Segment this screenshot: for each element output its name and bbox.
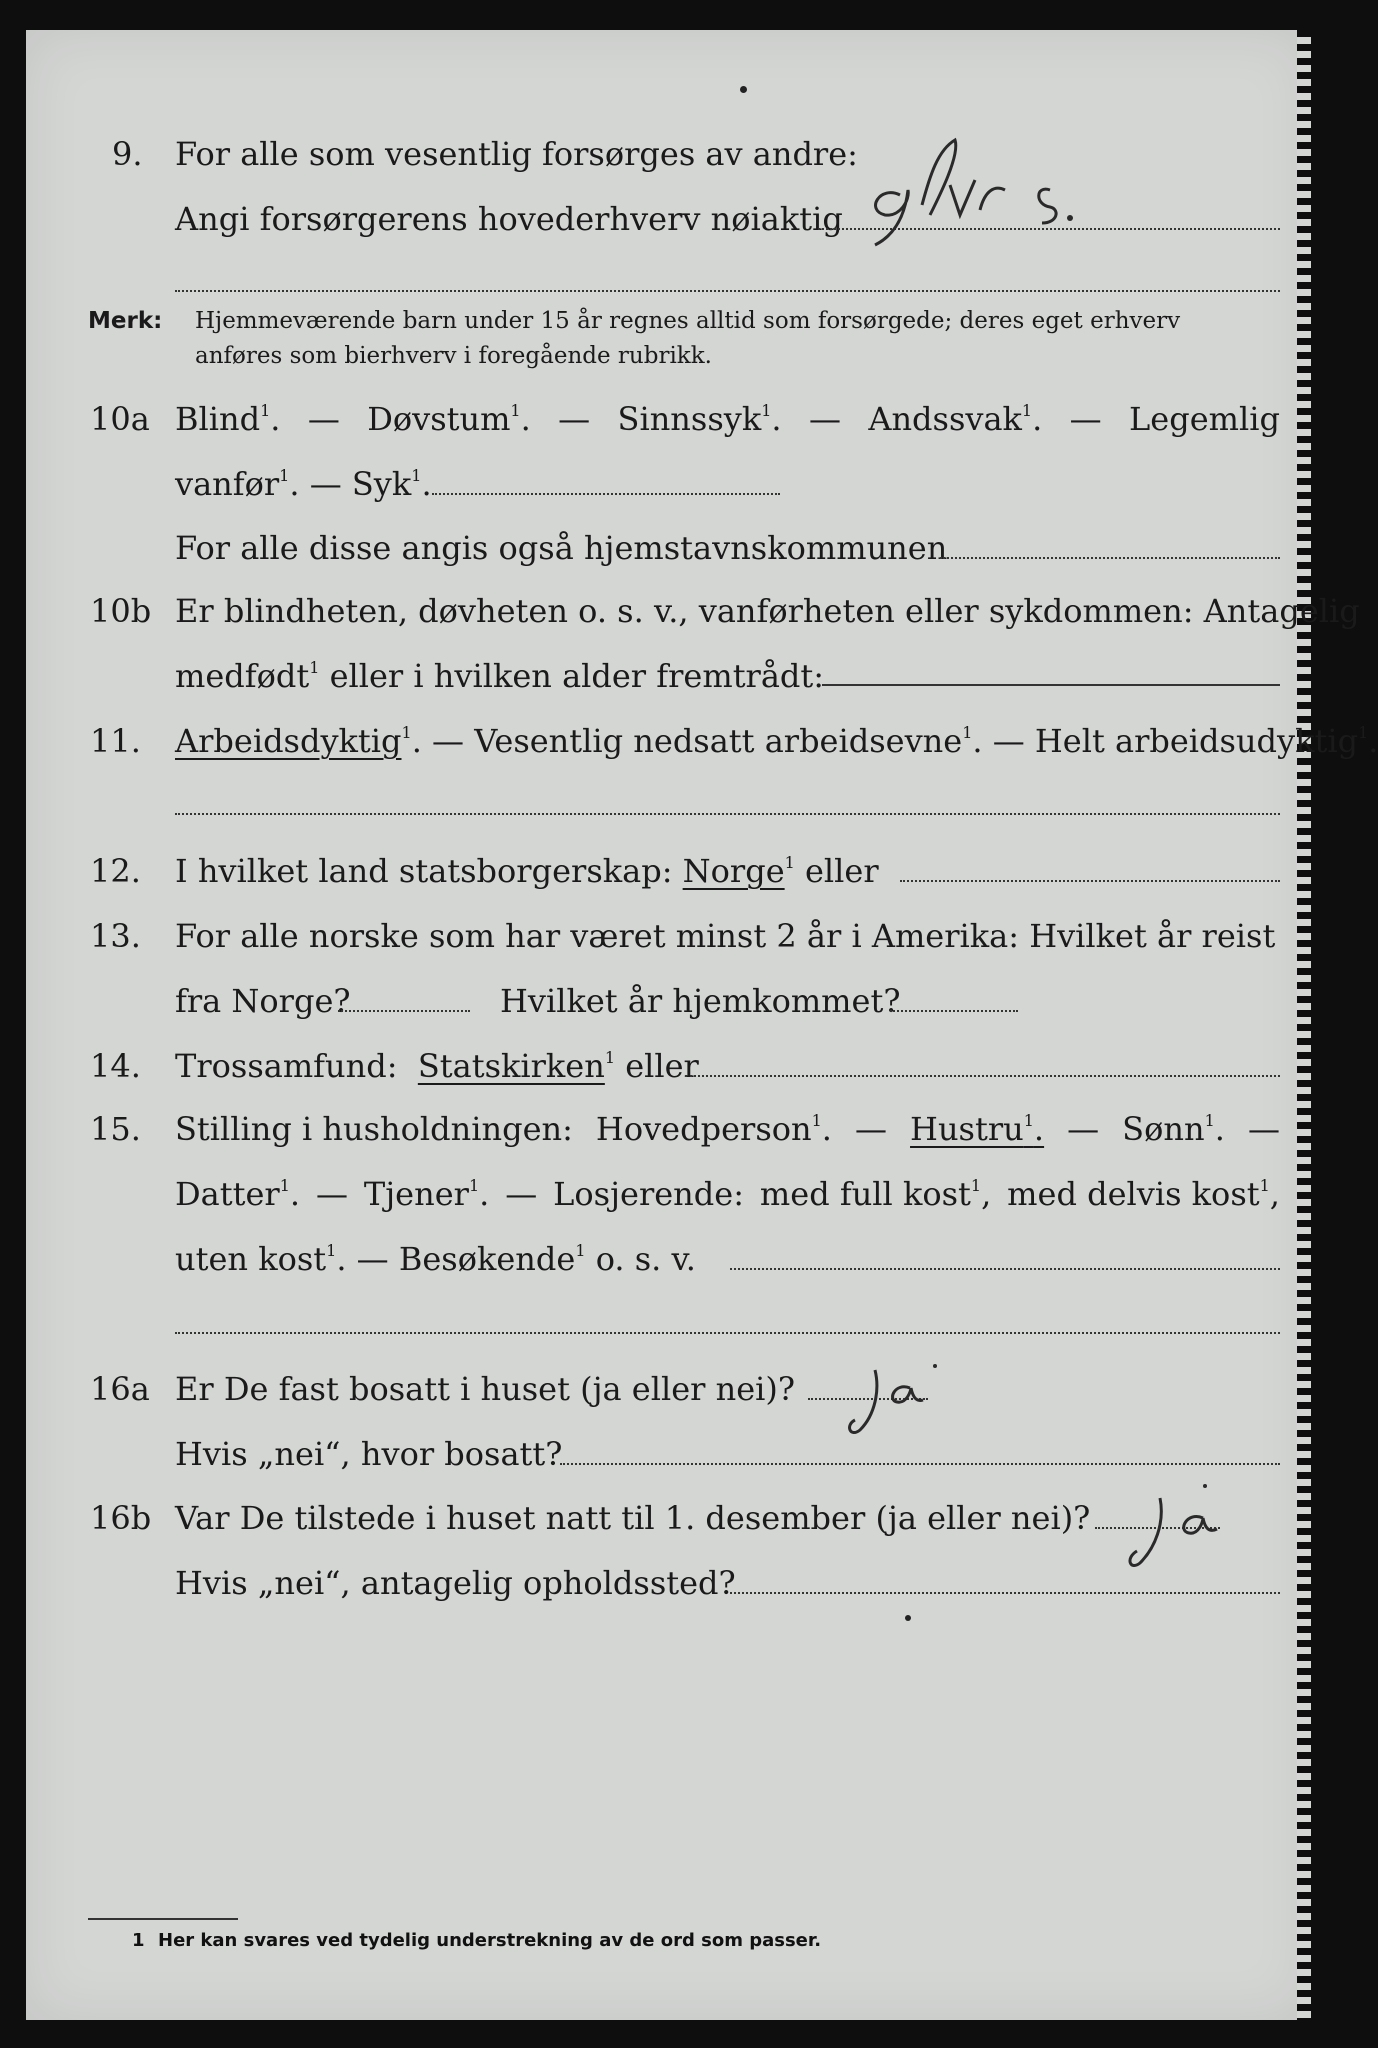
q16b-opholdssted-line[interactable] <box>730 1592 1280 1594</box>
opt-vanfor[interactable]: vanfør$^1$. <box>175 465 300 503</box>
q15-answer-line[interactable] <box>730 1268 1280 1270</box>
opt-medfodt[interactable]: medfødt$^1$ <box>175 657 320 695</box>
q15-second-line[interactable] <box>175 1332 1280 1334</box>
opt-besokende[interactable]: Besøkende$^1$ <box>398 1240 586 1278</box>
q10a-line1: Blind$^1$. — Døvstum$^1$. — Sinnssyk$^1$. — Andssvak$^1$. — Legemlig <box>175 400 1280 438</box>
q13-number: 13. <box>90 917 141 955</box>
opt-syk[interactable]: Syk$^1$. <box>351 465 432 503</box>
q9-line1: For alle som vesentlig forsørges av andre: <box>175 135 858 173</box>
q16a-handwritten-answer <box>835 1360 945 1440</box>
opt-arbeidsdyktig[interactable]: Arbeidsdyktig <box>175 722 402 760</box>
ink-dot-2 <box>905 1615 911 1621</box>
opt-sinnssyk[interactable]: Sinnssyk$^1$. <box>617 400 782 438</box>
opt-hovedperson[interactable]: Hovedperson$^1$. <box>595 1110 832 1148</box>
opt-med-full-kost[interactable]: med full kost$^1$, <box>759 1175 992 1213</box>
opt-norge[interactable]: Norge <box>682 852 785 890</box>
q16b-number: 16b <box>90 1499 152 1537</box>
q13-hjemkommet-line[interactable] <box>890 1010 1018 1012</box>
q9-handwritten-answer <box>860 135 1140 250</box>
q11-number: 11. <box>90 722 141 760</box>
q10b-line2: medfødt$^1$ eller i hvilken alder fremtrådt: <box>175 657 825 695</box>
q15-line1: Stilling i husholdningen: Hovedperson$^1$. — Hustru$^1$. — Sønn$^1$. — <box>175 1110 1280 1148</box>
q11-line: Arbeidsdyktig$^1$. — Vesentlig nedsatt arbeidsevne$^1$. — Helt arbeidsudyktig$^1$. <box>175 722 1378 760</box>
q11-second-line[interactable] <box>175 813 1280 815</box>
merk-label: Merk: <box>88 308 163 334</box>
opt-blind[interactable]: Blind$^1$. <box>175 400 281 438</box>
q12-line: I hvilket land statsborgerskap: Norge$^1$ eller <box>175 852 879 890</box>
opt-med-delvis-kost[interactable]: med delvis kost$^1$, <box>1007 1175 1280 1213</box>
q15-line3: uten kost$^1$. — Besøkende$^1$ o. s. v. <box>175 1240 696 1278</box>
q13-line1: For alle norske som har været minst 2 år i Amerika: Hvilket år reist <box>175 917 1276 955</box>
opt-andssvak[interactable]: Andssvak$^1$. <box>868 400 1043 438</box>
q16b-line1: Var De tilstede i huset natt til 1. desember (ja eller nei)? <box>175 1499 1091 1537</box>
q10b-line1: Er blindheten, døvheten o. s. v., vanførheten eller sykdommen: Antagelig <box>175 592 1360 630</box>
q12-answer-line[interactable] <box>900 880 1280 882</box>
q16b-handwritten-answer <box>1115 1483 1235 1573</box>
q10a-hjemstavn-line[interactable] <box>940 557 1280 559</box>
opt-tjener[interactable]: Tjener$^1$. <box>363 1175 490 1213</box>
q10a-number: 10a <box>90 400 150 438</box>
q10b-answer-line[interactable] <box>822 684 1280 686</box>
footnote-rule <box>88 1918 238 1920</box>
q13-part2: Hvilket år hjemkommet? <box>500 982 901 1020</box>
merk-line1: Hjemmeværende barn under 15 år regnes alltid som forsørgede; deres eget erhverv <box>195 308 1181 334</box>
footnote-mark: 1 <box>132 1930 145 1951</box>
footnote-text: Her kan svares ved tydelig understrekning av de ord som passer. <box>158 1930 822 1951</box>
opt-hustru[interactable]: Hustru$^1$. <box>910 1110 1045 1148</box>
opt-statskirken[interactable]: Statskirken <box>417 1047 605 1085</box>
opt-udyktig[interactable]: Helt arbeidsudyktig$^1$. <box>1034 722 1378 760</box>
opt-dovstum[interactable]: Døvstum$^1$. <box>367 400 531 438</box>
q9-line2: Angi forsørgerens hovederhverv nøiaktig <box>175 200 843 238</box>
merk-line2: anføres som bierhverv i foregående rubrikk. <box>195 343 712 369</box>
opt-nedsatt[interactable]: Vesentlig nedsatt arbeidsevne$^1$. <box>474 722 983 760</box>
opt-datter[interactable]: Datter$^1$. <box>175 1175 301 1213</box>
opt-legemlig[interactable]: Legemlig <box>1129 400 1280 438</box>
q14-answer-line[interactable] <box>685 1075 1280 1077</box>
q14-number: 14. <box>90 1047 141 1085</box>
q13-part1: fra Norge? <box>175 982 351 1020</box>
q10a-line3: For alle disse angis også hjemstavnskommunen <box>175 529 948 567</box>
q12-number: 12. <box>90 852 141 890</box>
opt-uten-kost[interactable]: uten kost$^1$. <box>175 1240 347 1278</box>
q14-line: Trossamfund: Statskirken$^1$ eller <box>175 1047 699 1085</box>
q10b-number: 10b <box>90 592 152 630</box>
opt-sonn[interactable]: Sønn$^1$. <box>1122 1110 1225 1148</box>
q16a-number: 16a <box>90 1370 150 1408</box>
q9-number: 9. <box>112 135 143 173</box>
q9-second-line[interactable] <box>175 290 1280 292</box>
q10a-syk-line[interactable] <box>432 493 780 495</box>
q16a-line1: Er De fast bosatt i huset (ja eller nei)? <box>175 1370 796 1408</box>
perforated-edge <box>1297 30 1311 2020</box>
q15-line2: Datter$^1$. — Tjener$^1$. — Losjerende: med full kost$^1$, med delvis kost$^1$, <box>175 1175 1280 1213</box>
q16a-bosatt-line[interactable] <box>560 1463 1280 1465</box>
q13-reist-line[interactable] <box>338 1010 470 1012</box>
ink-dot <box>740 86 747 93</box>
q15-number: 15. <box>90 1110 141 1148</box>
q16a-line2: Hvis „nei“, hvor bosatt? <box>175 1435 563 1473</box>
q16b-line2: Hvis „nei“, antagelig opholdssted? <box>175 1564 736 1602</box>
q10a-line2: vanfør$^1$. — Syk$^1$. <box>175 465 432 503</box>
